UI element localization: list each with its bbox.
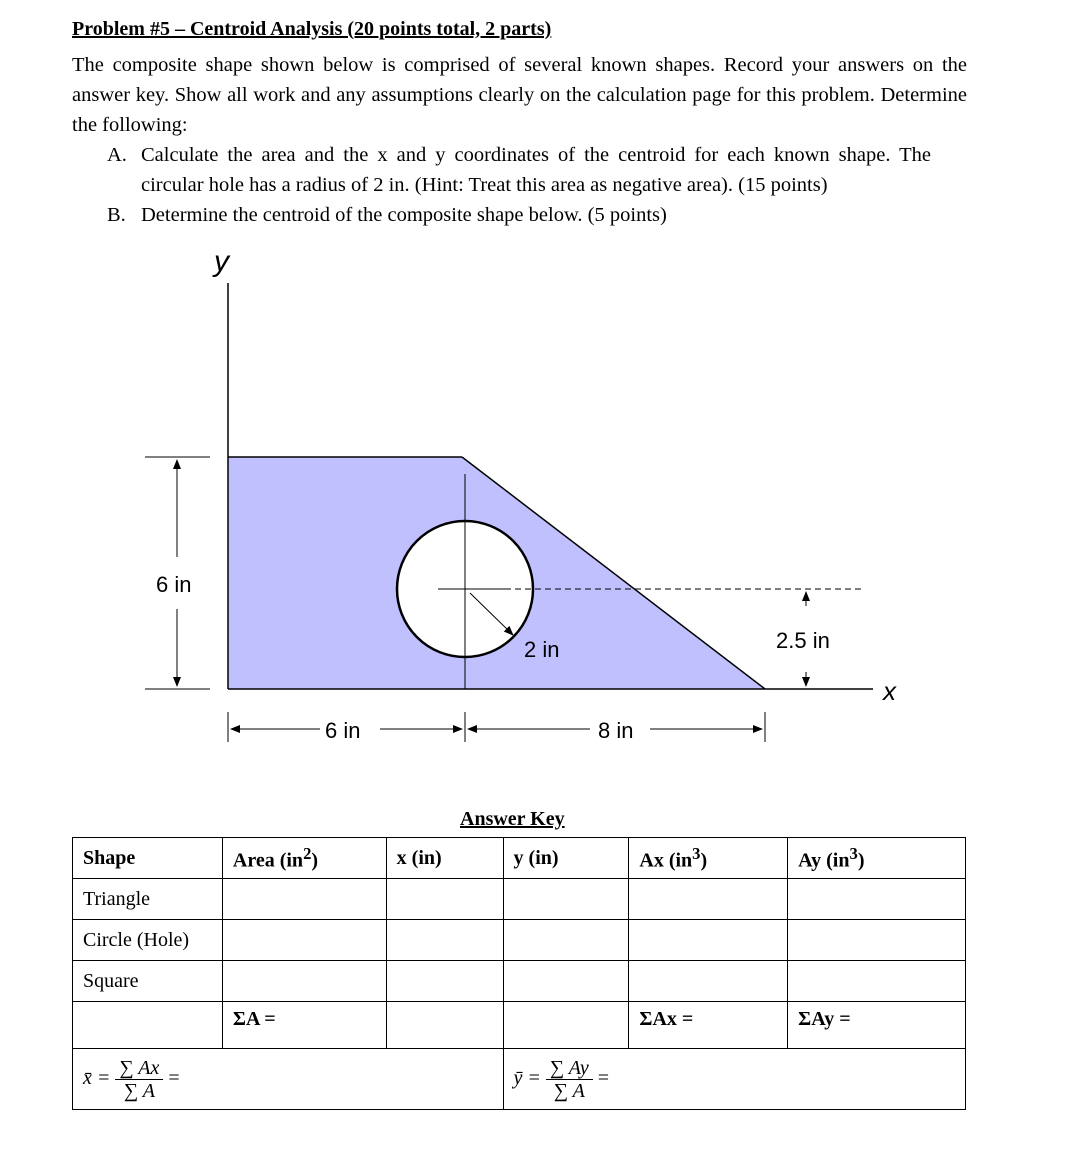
row-shape-triangle: Triangle: [73, 879, 223, 920]
cell-empty[interactable]: [386, 879, 503, 920]
cell-empty[interactable]: [222, 961, 386, 1002]
radius-dim-label: 2 in: [524, 637, 560, 662]
y-axis-label: y: [214, 245, 229, 278]
x-axis-label: x: [883, 676, 896, 706]
cell-empty[interactable]: [386, 920, 503, 961]
header-ay: Ay $(in^3)$: [788, 838, 966, 879]
cell-empty[interactable]: [788, 879, 966, 920]
cell-empty[interactable]: [629, 879, 788, 920]
table-row: [73, 879, 966, 920]
problem-title: Problem #5 – Centroid Analysis (20 points total, 2 parts): [72, 18, 552, 40]
height-dim-label: 6 in: [156, 572, 192, 597]
header-y: y (in): [503, 838, 629, 879]
sum-row: [73, 1002, 966, 1049]
table-header-row: [73, 838, 966, 879]
item-a-label: A.: [107, 144, 127, 166]
header-shape: Shape: [73, 838, 223, 879]
header-area: Area $(in^2)$: [222, 838, 386, 879]
cell-empty[interactable]: [386, 961, 503, 1002]
header-ax: Ax $(in^3)$: [629, 838, 788, 879]
cell-empty: [73, 1002, 223, 1049]
cell-empty: [503, 1002, 629, 1049]
header-x: x (in): [386, 838, 503, 879]
table-row: [73, 961, 966, 1002]
sum-ax: ΣAx =: [629, 1002, 788, 1049]
cell-empty: [386, 1002, 503, 1049]
cell-empty[interactable]: [788, 961, 966, 1002]
row-shape-square: Square: [73, 961, 223, 1002]
answer-key-title: Answer Key: [460, 808, 565, 830]
xbar-formula: x̄ = $\frac{\sum Ax}{\sum A}$ =: [73, 1049, 504, 1110]
cell-empty[interactable]: [629, 961, 788, 1002]
cell-empty[interactable]: [503, 879, 629, 920]
table-row: [73, 920, 966, 961]
item-a: [107, 140, 967, 200]
cell-empty[interactable]: [503, 920, 629, 961]
circle-height-dim-label: 2.5 in: [776, 628, 830, 653]
sum-area: ΣA =: [222, 1002, 386, 1049]
row-shape-circle: Circle (Hole): [73, 920, 223, 961]
item-a-text: Calculate the area and the x and y coordinates of the centroid for each known shape. The circular hole has a radius of 2 in. (Hint: Treat this area as negative area). (15 points): [141, 144, 931, 196]
item-b: [107, 200, 967, 230]
width-left-dim-label: 6 in: [325, 718, 361, 743]
cell-empty[interactable]: [222, 920, 386, 961]
width-right-dim-label: 8 in: [598, 718, 634, 743]
cell-empty[interactable]: [222, 879, 386, 920]
formula-row: [73, 1049, 966, 1110]
item-b-text: Determine the centroid of the composite shape below. (5 points): [141, 204, 667, 226]
cell-empty[interactable]: [788, 920, 966, 961]
centroid-diagram: [0, 230, 1080, 750]
cell-empty[interactable]: [629, 920, 788, 961]
problem-intro: The composite shape shown below is comprised of several known shapes. Record your answers on the answer key. Show all work and any assumptions clearly on the calculation page for this problem. Determine the following:: [72, 54, 967, 136]
item-b-label: B.: [107, 204, 126, 226]
sum-ay: ΣAy =: [788, 1002, 966, 1049]
cell-empty[interactable]: [503, 961, 629, 1002]
answer-key-table: [72, 837, 966, 1110]
ybar-formula: ȳ = $\frac{\sum Ay}{\sum A}$ =: [503, 1049, 965, 1110]
